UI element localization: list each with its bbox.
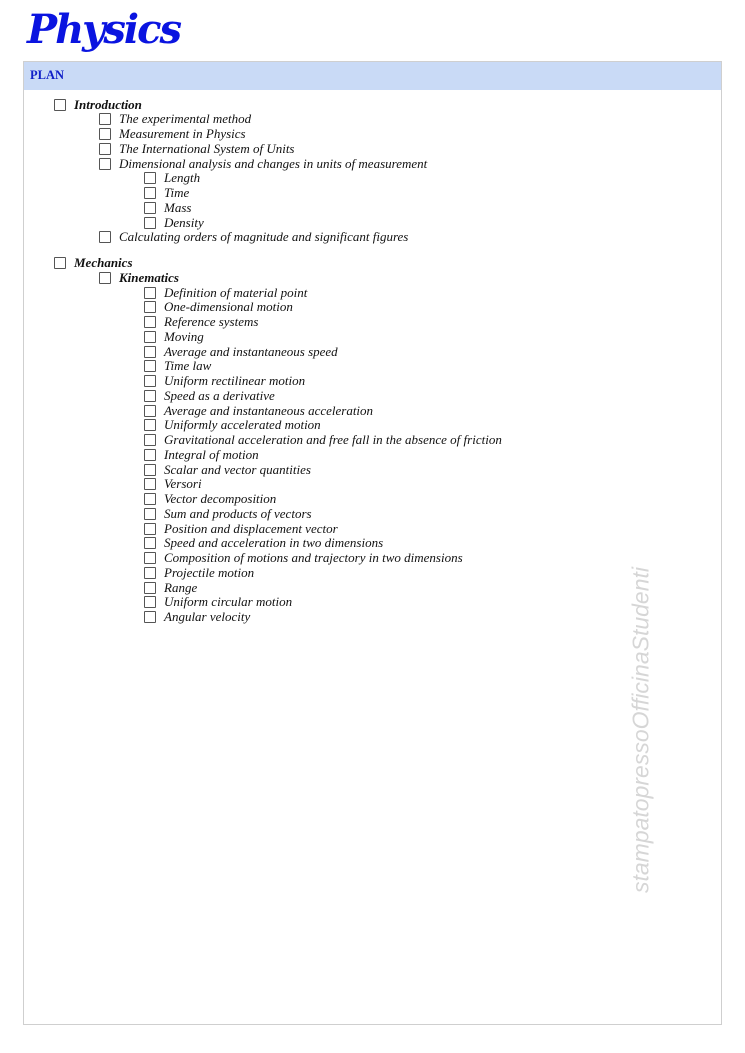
checklist-item	[144, 300, 293, 315]
section-header: PLAN	[30, 68, 65, 82]
checklist-item	[99, 112, 251, 127]
checklist-item-label: One-dimensional motion	[164, 299, 293, 315]
checklist-item-label: Introduction	[74, 96, 142, 112]
checkbox[interactable]	[99, 113, 111, 125]
checkbox[interactable]	[144, 493, 156, 505]
watermark: stampatopressoOfficinaStudenti	[627, 566, 654, 894]
checklist-item-label: Speed and acceleration in two dimensions	[164, 535, 384, 551]
checklist-item	[144, 403, 373, 418]
checklist-item-label: Gravitational acceleration and free fall in the absence of friction	[164, 432, 502, 447]
checkbox[interactable]	[144, 346, 156, 358]
checklist-item	[144, 200, 191, 215]
checklist-item-label: Uniform circular motion	[164, 594, 293, 610]
checklist-item	[144, 580, 197, 595]
page-title: Physics	[27, 6, 180, 53]
checklist-item-label: Vector decomposition	[164, 491, 277, 506]
checkbox[interactable]	[144, 172, 156, 184]
checkbox[interactable]	[144, 217, 156, 229]
checklist-item	[99, 141, 295, 156]
checklist-item	[144, 492, 276, 507]
checklist-item	[144, 477, 202, 492]
checkbox[interactable]	[99, 128, 111, 140]
checklist-item-label: Mechanics	[74, 255, 133, 270]
checklist-item-label: Projectile motion	[164, 564, 255, 580]
checklist-item	[144, 462, 311, 477]
checklist-item	[144, 171, 200, 186]
checklist-item	[144, 433, 502, 448]
checkbox[interactable]	[99, 231, 111, 243]
checkbox[interactable]	[144, 449, 156, 461]
checklist-item-label: The International System of Units	[119, 140, 295, 156]
checklist-item-label: Time	[164, 185, 190, 200]
checklist-item-label: Position and displacement vector	[164, 520, 338, 536]
checkbox[interactable]	[144, 567, 156, 579]
checklist-item	[144, 536, 383, 551]
checklist-item-label: Angular velocity	[164, 609, 251, 624]
checklist-item-label: Scalar and vector quantities	[164, 461, 311, 477]
checklist-item	[54, 256, 133, 271]
checklist-item	[144, 595, 292, 610]
checkbox[interactable]	[144, 202, 156, 214]
checklist-item	[144, 344, 338, 359]
checklist-item	[144, 610, 250, 625]
checkbox[interactable]	[144, 331, 156, 343]
checklist-item	[144, 447, 259, 462]
checklist-item	[144, 359, 211, 374]
checklist-item	[144, 374, 305, 389]
checkbox[interactable]	[99, 143, 111, 155]
checkbox[interactable]	[144, 419, 156, 431]
checklist-item-label: Versori	[164, 476, 202, 492]
checklist-item-label: Range	[164, 579, 198, 595]
checkbox[interactable]	[144, 390, 156, 402]
checklist-item	[144, 521, 338, 536]
checklist-item-label: Average and instantaneous speed	[164, 343, 338, 359]
checkbox[interactable]	[144, 375, 156, 387]
checklist-item	[144, 329, 204, 344]
checklist-item	[144, 551, 463, 566]
checkbox[interactable]	[144, 316, 156, 328]
checklist-item-label: Speed as a derivative	[164, 387, 275, 403]
checkbox[interactable]	[144, 611, 156, 623]
checklist-item-label: Definition of material point	[164, 284, 308, 300]
checklist-item-label: Dimensional analysis and changes in units of measurement	[119, 155, 428, 171]
checklist-item	[144, 388, 275, 403]
checklist-item-label: Average and instantaneous acceleration	[164, 402, 374, 418]
checkbox[interactable]	[144, 287, 156, 299]
checklist-item-label: Mass	[164, 199, 192, 215]
checklist-item	[144, 506, 312, 521]
checklist-item-label: Sum and products of vectors	[164, 505, 312, 521]
checkbox[interactable]	[144, 523, 156, 535]
checkbox[interactable]	[144, 405, 156, 417]
checklist-item-label: Calculating orders of magnitude and significant figures	[119, 229, 409, 245]
checkbox[interactable]	[144, 464, 156, 476]
checklist-item-label: Measurement in Physics	[119, 126, 246, 141]
checkbox[interactable]	[144, 187, 156, 199]
checkbox[interactable]	[54, 257, 66, 269]
checklist-item-label: Density	[164, 214, 204, 230]
checkbox[interactable]	[144, 537, 156, 549]
checkbox[interactable]	[99, 158, 111, 170]
checklist-item	[144, 565, 254, 580]
checklist-item	[54, 97, 142, 112]
checklist-item	[99, 270, 179, 285]
checklist-item-label: Kinematics	[119, 269, 179, 285]
checklist-item-label: Integral of motion	[164, 446, 259, 462]
section-header-band	[24, 62, 721, 90]
checklist-item-label: Composition of motions and trajectory in two dimensions	[164, 550, 463, 565]
checkbox[interactable]	[144, 360, 156, 372]
checklist-item-label: Uniformly accelerated motion	[164, 417, 321, 433]
checklist-item-label: Reference systems	[164, 314, 259, 329]
checklist-item-label: Time law	[164, 358, 212, 374]
checkbox[interactable]	[144, 508, 156, 520]
checkbox[interactable]	[144, 434, 156, 446]
plan-panel	[23, 61, 722, 1025]
checkbox[interactable]	[144, 301, 156, 313]
checkbox[interactable]	[144, 582, 156, 594]
checklist-item-label: Uniform rectilinear motion	[164, 373, 306, 388]
checkbox[interactable]	[99, 272, 111, 284]
checklist-item	[99, 156, 427, 171]
checkbox[interactable]	[54, 99, 66, 111]
checklist-item-label: Moving	[164, 328, 204, 344]
checklist-item	[99, 127, 246, 142]
checklist-item	[144, 315, 258, 330]
checklist-item	[144, 418, 321, 433]
checkbox[interactable]	[144, 478, 156, 490]
checklist-item-label: Length	[164, 170, 201, 186]
checklist-item	[144, 186, 189, 201]
checkbox[interactable]	[144, 596, 156, 608]
checklist-item-label: The experimental method	[119, 111, 252, 127]
checklist-item	[99, 230, 408, 245]
checklist-item	[144, 285, 307, 300]
checklist-item	[144, 215, 204, 230]
checkbox[interactable]	[144, 552, 156, 564]
